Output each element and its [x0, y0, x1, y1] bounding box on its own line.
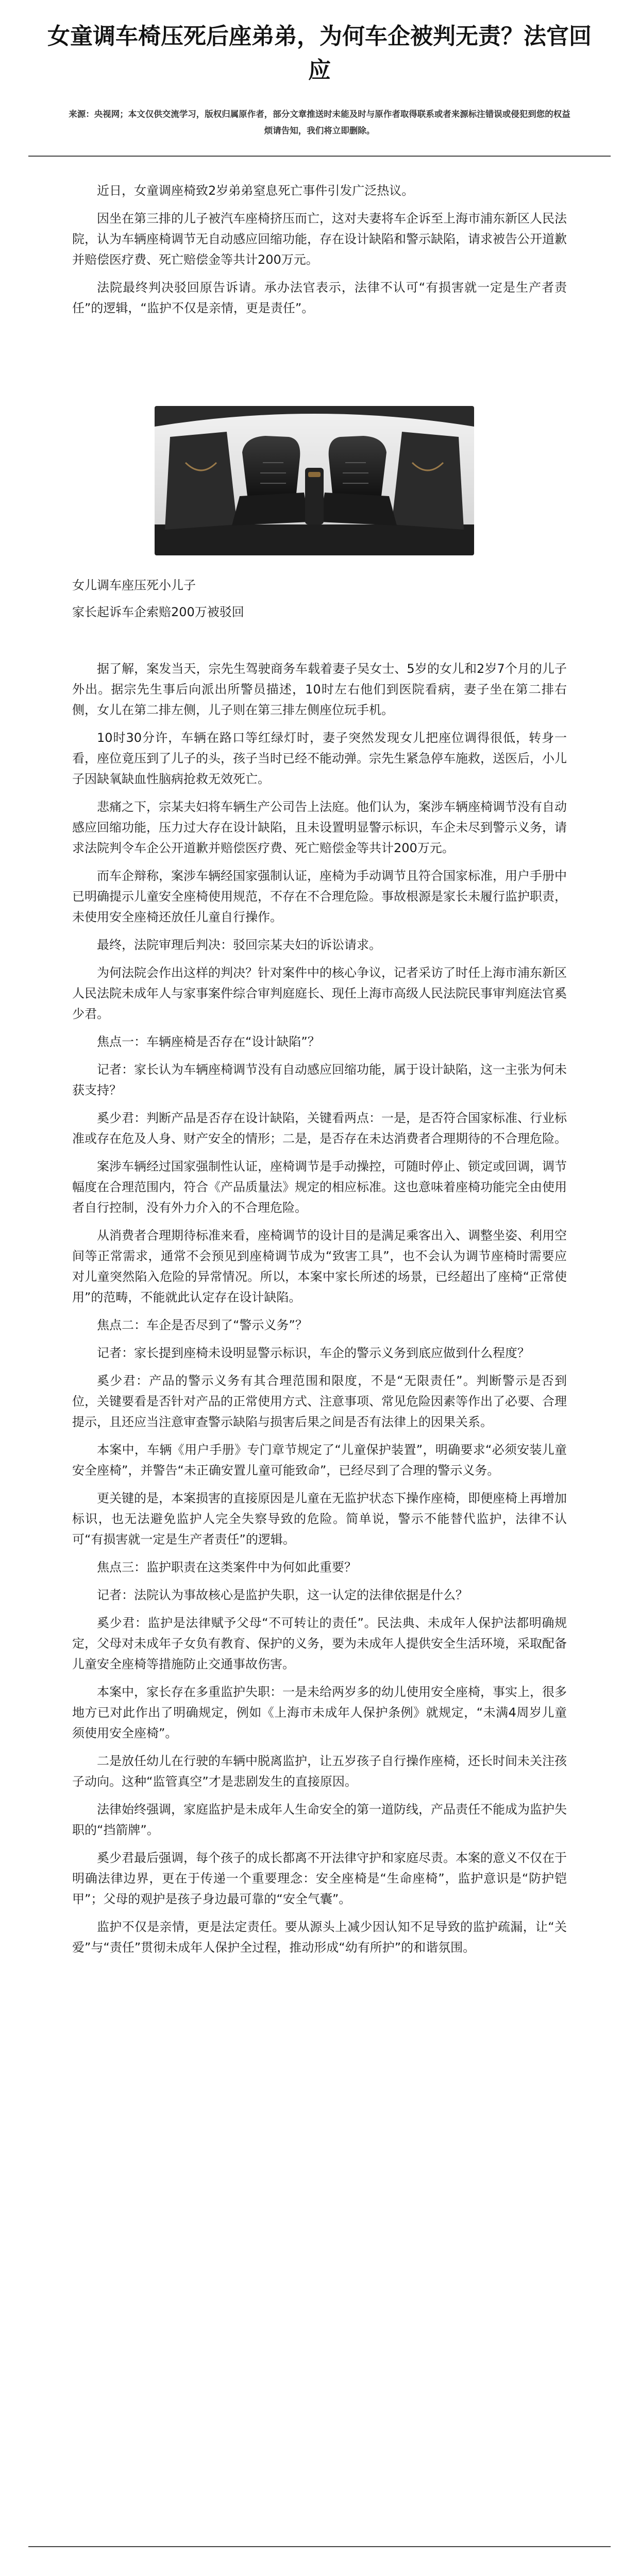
- header-divider: [28, 156, 611, 157]
- body-paragraph: 更关键的是，本案损害的直接原因是儿童在无监护状态下操作座椅，即便座椅上再增加标识，也无法避免监护人完全失察导致的危险。简单说，警示不能替代监护，法律不认可“有损害就一定是生产者责任”的逻辑。: [72, 1491, 567, 1547]
- body-paragraph: 而车企辩称，案涉车辆经国家强制认证，座椅为手动调节且符合国家标准，用户手册中已明确提示儿童安全座椅使用规范，不存在不合理危险。事故根源是家长未履行监护职责，未使用安全座椅还放任儿童自行操作。: [72, 869, 567, 924]
- body-paragraph: 奚少君最后强调，每个孩子的成长都离不开法律守护和家庭尽责。本案的意义不仅在于明确法律边界，更在于传递一个重要理念：安全座椅是“生命座椅”，监护意识是“防护铠甲”；父母的观护是孩子身边最可靠的“安全气囊”。: [72, 1851, 567, 1906]
- main-body: [72, 658, 567, 1965]
- subheading-section: [72, 572, 567, 625]
- body-paragraph: 10时30分许，车辆在路口等红绿灯时，妻子突然发现女儿把座位调得很低，转身一看，座位竟压到了儿子的头，孩子当时已经不能动弹。宗先生紧急停车施救，送医后，小儿子因缺氧缺血性脑病抢救无效死亡。: [72, 731, 567, 786]
- body-paragraph: 最终，法院审理后判决：驳回宗某夫妇的诉讼请求。: [97, 938, 381, 952]
- source-note: 来源：央视网；本文仅供交流学习，版权归属原作者，部分文章推送时未能及时与原作者取得联系或者来源标注错误或侵犯到您的权益烦请告知，我们将立即删除。: [69, 109, 570, 135]
- intro-paragraph: 法院最终判决驳回原告诉请。承办法官表示，法律不认可“有损害就一定是生产者责任”的逻辑，“监护不仅是亲情，更是责任”。: [72, 280, 567, 315]
- body-paragraph: 奚少君：产品的警示义务有其合理范围和限度，不是“无限责任”。判断警示是否到位，关键要看是否针对产品的正常使用方式、注意事项、常见危险因素等作出了必要、合理提示，且还应当注意审查警示缺陷与损害后果之间是否有法律上的因果关系。: [72, 1374, 567, 1429]
- body-paragraph: 奚少君：判断产品是否存在设计缺陷，关键看两点：一是，是否符合国家标准、行业标准或存在危及人身、财产安全的情形；二是，是否存在未达消费者合理期待的不合理危险。: [72, 1111, 567, 1146]
- body-paragraph: 为何法院会作出这样的判决？针对案件中的核心争议，记者采访了时任上海市浦东新区人民法院未成年人与家事案件综合审判庭庭长、现任上海市高级人民法院民事审判庭法官奚少君。: [72, 965, 567, 1021]
- body-paragraph: 悲痛之下，宗某夫妇将车辆生产公司告上法庭。他们认为，案涉车辆座椅调节没有自动感应回缩功能，压力过大存在设计缺陷，且未设置明显警示标识，车企未尽到警示义务，请求法院判令车企公开道歉并赔偿医疗费、死亡赔偿金等共计200万元。: [72, 800, 567, 855]
- subheading: 女儿调车座压死小儿子: [72, 578, 196, 592]
- focus-heading: 焦点三：监护职责在这类案件中为何如此重要？: [97, 1560, 357, 1574]
- intro-paragraph: 因坐在第三排的儿子被汽车座椅挤压而亡，这对夫妻将车企诉至上海市浦东新区人民法院，认为车辆座椅调节无自动感应回缩功能，存在设计缺陷和警示缺陷，请求被告公开道歉并赔偿医疗费、死亡赔偿金等共计200万元。: [72, 211, 567, 267]
- focus-heading: 焦点一：车辆座椅是否存在“设计缺陷”？: [97, 1035, 320, 1049]
- body-paragraph: 记者：家长提到座椅未设明显警示标识，车企的警示义务到底应做到什么程度？: [97, 1346, 530, 1360]
- body-paragraph: 从消费者合理期待标准来看，座椅调节的设计目的是满足乘客出入、调整坐姿、利用空间等正常需求，通常不会预见到座椅调节成为“致害工具”，也不会认为调节座椅时需要应对儿童突然陷入危险的异常情况。所以，本案中家长所述的场景，已经超出了座椅“正常使用”的范畴，不能就此认定存在设计缺陷。: [72, 1228, 567, 1304]
- body-paragraph: 奚少君：监护是法律赋予父母“不可转让的责任”。民法典、未成年人保护法都明确规定，父母对未成年子女负有教育、保护的义务，要为未成年人提供安全生活环境，采取配备儿童安全座椅等措施防止交通事故伤害。: [72, 1616, 567, 1671]
- intro-paragraph: 近日，女童调座椅致2岁弟弟窒息死亡事件引发广泛热议。: [97, 183, 414, 198]
- car-interior-photo-icon: [155, 406, 474, 555]
- body-paragraph: 据了解，案发当天，宗先生驾驶商务车载着妻子吴女士、5岁的女儿和2岁7个月的儿子外出。据宗先生事后向派出所警员描述，10时左右他们到医院看病，妻子坐在第二排右侧，女儿在第二排左侧，儿子则在第三排左侧座位玩手机。: [72, 662, 567, 717]
- footer-divider: [28, 2546, 611, 2547]
- body-paragraph: 记者：法院认为事故核心是监护失职，这一认定的法律依据是什么？: [97, 1588, 468, 1602]
- article-title: 女童调车椅压死后座弟弟，为何车企被判无责？法官回应: [47, 23, 592, 83]
- body-paragraph: 记者：家长认为车辆座椅调节没有自动感应回缩功能，属于设计缺陷，这一主张为何未获支持？: [72, 1062, 567, 1097]
- body-paragraph: 本案中，车辆《用户手册》专门章节规定了“儿童保护装置”，明确要求“必须安装儿童安全座椅”，并警告“未正确安置儿童可能致命”，已经尽到了合理的警示义务。: [72, 1443, 567, 1478]
- focus-heading: 焦点二：车企是否尽到了“警示义务”？: [97, 1318, 308, 1332]
- body-paragraph: 本案中，家长存在多重监护失职：一是未给两岁多的幼儿使用安全座椅，事实上，很多地方已对此作出了明确规定，例如《上海市未成年人保护条例》就规定，“未满4周岁儿童须使用安全座椅”。: [72, 1685, 567, 1740]
- body-paragraph: 案涉车辆经过国家强制性认证，座椅调节是手动操控，可随时停止、锁定或回调，调节幅度在合理范围内，符合《产品质量法》规定的相应标准。这也意味着座椅功能完全由使用者自行控制，没有外力介入的不合理危险。: [72, 1159, 567, 1215]
- subheading: 家长起诉车企索赔200万被驳回: [72, 605, 244, 619]
- body-paragraph: 二是放任幼儿在行驶的车辆中脱离监护，让五岁孩子自行操作座椅，还长时间未关注孩子动向。这种“监管真空”才是悲剧发生的直接原因。: [72, 1754, 567, 1789]
- body-paragraph: 监护不仅是亲情，更是法定责任。要从源头上减少因认知不足导致的监护疏漏，让“关爱”与“责任”贯彻未成年人保护全过程，推动形成“幼有所护”的和谐氛围。: [72, 1920, 567, 1955]
- body-paragraph: 法律始终强调，家庭监护是未成年人生命安全的第一道防线，产品责任不能成为监护失职的“挡箭牌”。: [72, 1802, 567, 1837]
- intro-section: [72, 180, 567, 326]
